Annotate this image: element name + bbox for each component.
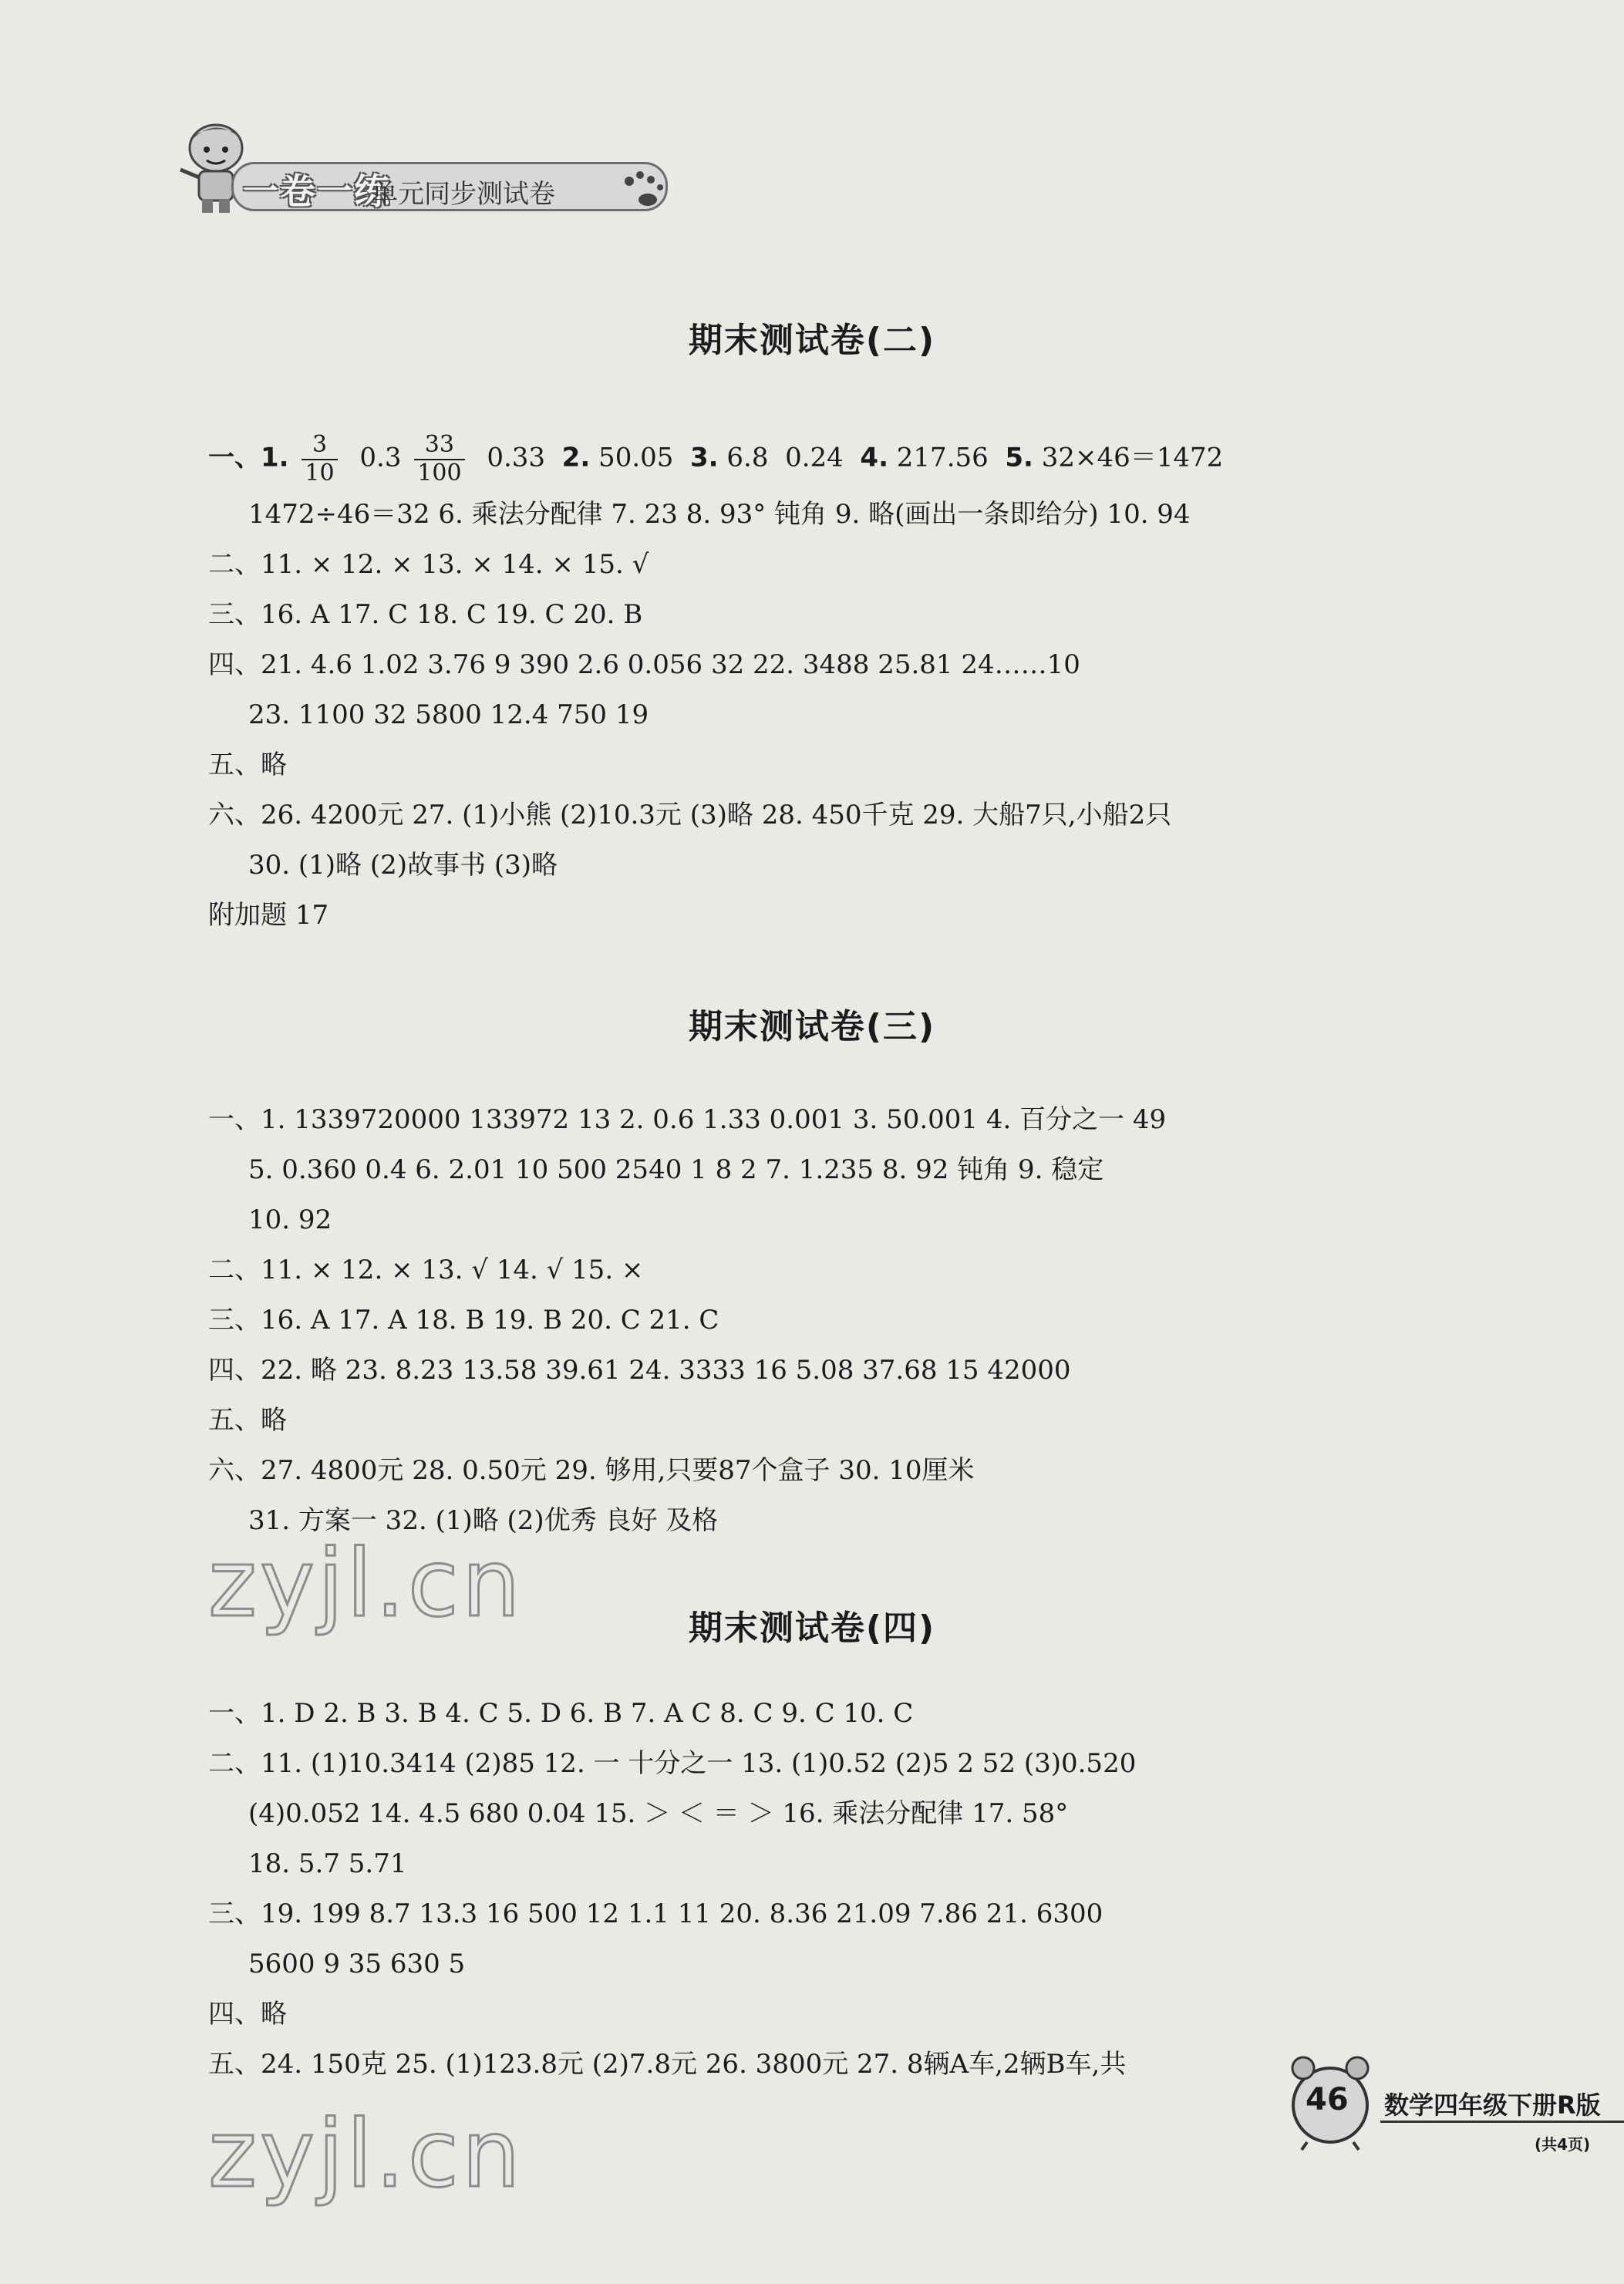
answer-line: (4)0.052 14. 4.5 680 0.04 15. ＞ ＜ ＝ ＞ 16. 乘法分配律 17. 58° bbox=[248, 1798, 1069, 1829]
page-number: 46 bbox=[1306, 2082, 1349, 2117]
answer-line: 一、1. 1339720000 133972 13 2. 0.6 1.33 0.001 3. 50.001 4. 百分之一 49 bbox=[208, 1104, 1167, 1135]
answer-line: 30. (1)略 (2)故事书 (3)略 bbox=[248, 850, 558, 881]
banner-title: 一卷一练 bbox=[243, 170, 391, 212]
answer-line: 四、略 bbox=[208, 1999, 287, 2030]
watermark: zyjl.cn bbox=[208, 1531, 524, 1638]
fraction: $\frac{33}{100}$ bbox=[414, 432, 464, 487]
answer-line: 一、1. $\frac{3}{10}$ 0.3 $\frac{33}{100}$ 0.33 2. 50.05 3. 6.8 0.24 4. 217.56 5. 32×46＝1472 bbox=[208, 431, 1224, 487]
answer-line: 10. 92 bbox=[248, 1204, 332, 1235]
answer-line: 5. 0.360 0.4 6. 2.01 10 500 2540 1 8 2 7. 1.235 8. 92 钝角 9. 稳定 bbox=[248, 1154, 1104, 1185]
answer-line: 四、21. 4.6 1.02 3.76 9 390 2.6 0.056 32 22. 3488 25.81 24……10 bbox=[208, 649, 1080, 680]
book-title: 数学四年级下册R版 bbox=[1384, 2090, 1601, 2120]
answer-line: 三、19. 199 8.7 13.3 16 500 12 1.1 11 20. 8.36 21.09 7.86 21. 6300 bbox=[208, 1898, 1103, 1929]
answer-line: 四、22. 略 23. 8.23 13.58 39.61 24. 3333 16 5.08 37.68 15 42000 bbox=[208, 1355, 1071, 1386]
answer-line: 六、27. 4800元 28. 0.50元 29. 够用,只要87个盒子 30. 10厘米 bbox=[208, 1455, 975, 1486]
answer-line: 三、16. A 17. A 18. B 19. B 20. C 21. C bbox=[208, 1305, 719, 1336]
section-title-3: 期末测试卷(三) bbox=[688, 1007, 936, 1046]
answer-line: 五、略 bbox=[208, 1405, 287, 1436]
answer-line: 五、略 bbox=[208, 750, 287, 780]
answer-line: 五、24. 150克 25. (1)123.8元 (2)7.8元 26. 3800元 27. 8辆A车,2辆B车,共 bbox=[208, 2049, 1127, 2080]
answer-line: 二、11. (1)10.3414 (2)85 12. 一 十分之一 13. (1)0.52 (2)5 2 52 (3)0.520 bbox=[208, 1748, 1137, 1779]
header-banner bbox=[154, 116, 694, 216]
footprints-icon bbox=[617, 166, 679, 212]
answer-line: 二、11. × 12. × 13. √ 14. √ 15. × bbox=[208, 1255, 644, 1285]
answer-line: 一、1. D 2. B 3. B 4. C 5. D 6. B 7. A C 8. C 9. C 10. C bbox=[208, 1698, 914, 1729]
section-title-2: 期末测试卷(二) bbox=[688, 321, 936, 360]
answer-line: 三、16. A 17. C 18. C 19. C 20. B bbox=[208, 599, 643, 630]
banner-subtitle: 单元同步测试卷 bbox=[372, 179, 555, 210]
section-title-4: 期末测试卷(四) bbox=[688, 1609, 936, 1648]
answer-line: 31. 方案一 32. (1)略 (2)优秀 良好 及格 bbox=[248, 1505, 719, 1536]
fraction: $\frac{3}{10}$ bbox=[302, 432, 337, 487]
answer-line: 1472÷46＝32 6. 乘法分配律 7. 23 8. 93° 钝角 9. 略(画出一条即给分) 10. 94 bbox=[248, 499, 1191, 530]
answer-line: 23. 1100 32 5800 12.4 750 19 bbox=[248, 699, 649, 730]
answer-line: 18. 5.7 5.71 bbox=[248, 1848, 407, 1879]
answer-line: 附加题 17 bbox=[208, 900, 329, 931]
watermark: zyjl.cn bbox=[208, 2101, 524, 2208]
footer-rule bbox=[1380, 2121, 1624, 2123]
answer-line: 5600 9 35 630 5 bbox=[248, 1949, 466, 1979]
answer-line: 二、11. × 12. × 13. × 14. × 15. √ bbox=[208, 549, 649, 580]
pages-note: (共4页) bbox=[1535, 2135, 1591, 2154]
answer-line: 六、26. 4200元 27. (1)小熊 (2)10.3元 (3)略 28. 450千克 29. 大船7只,小船2只 bbox=[208, 800, 1172, 830]
